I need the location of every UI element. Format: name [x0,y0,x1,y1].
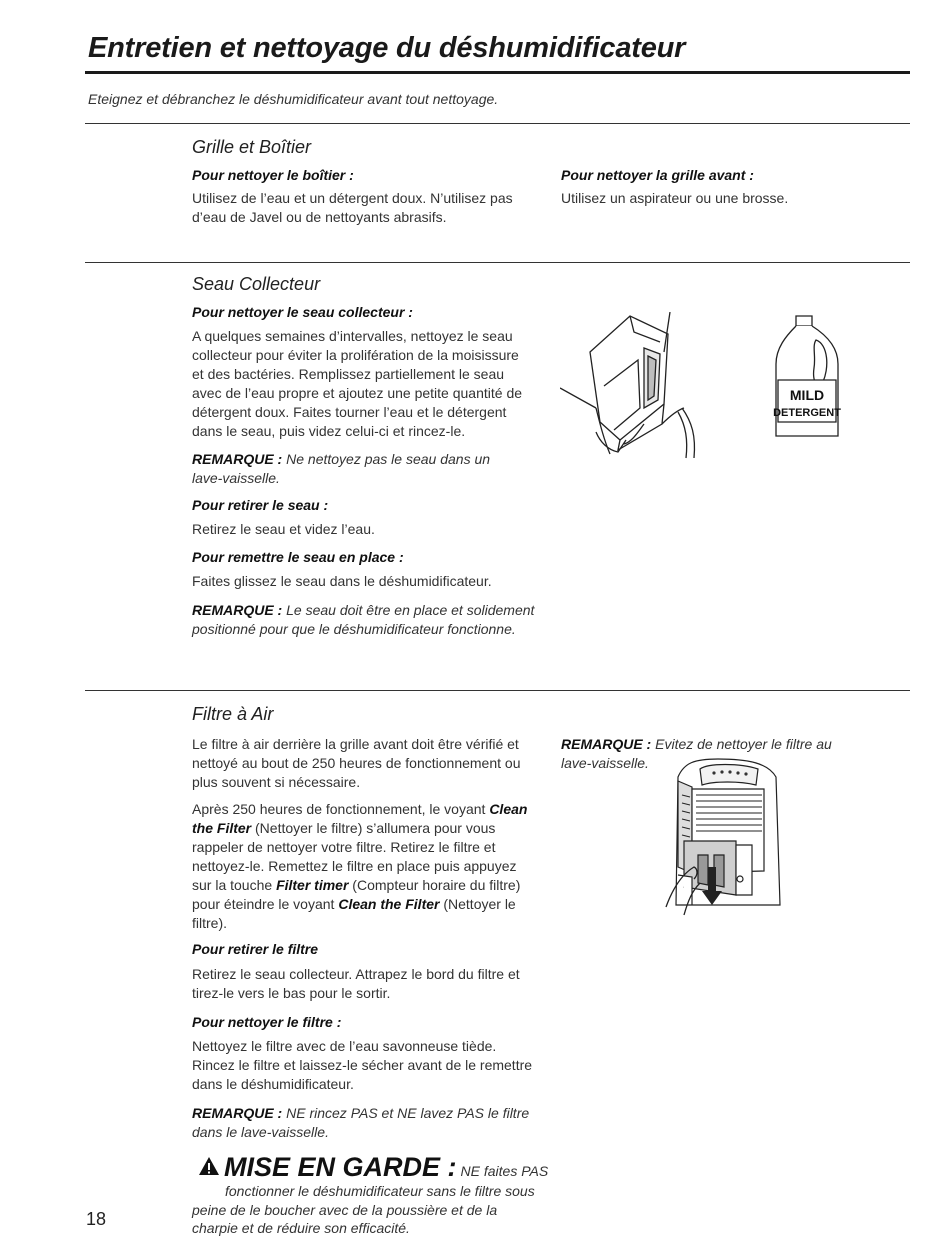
text-span: Après 250 heures de fonctionnement, le voyant [192,801,490,817]
text-line: rappeler de nettoyer votre filtre. Retirez le filtre et [192,839,496,855]
text-line: d’eau de Javel ou de nettoyants abrasifs. [192,209,447,225]
text-line: Le filtre à air derrière la grille avant doit être vérifié et [192,736,519,752]
bottle-label-mild: MILD [789,387,825,403]
note-text: lave-vaisselle. [192,470,280,486]
filtre-intro-text [192,735,520,792]
seau-subheading-replace: Pour remettre le seau en place : [192,549,404,565]
note-label: REMARQUE : [192,1105,283,1121]
title-rule [85,71,910,74]
note-label: REMARQUE : [561,736,652,752]
caution-text-line-2: peine de le boucher avec de la poussière et de la [192,1202,498,1218]
text-line: Rincez le filtre et laissez-le sécher avant de le remettre [192,1057,533,1073]
note-label: REMARQUE : [192,451,283,467]
seau-subheading-remove: Pour retirer le seau : [192,497,329,513]
clean-label: Clean [489,801,528,817]
section-divider [85,690,910,691]
section-divider [85,262,910,263]
seau-remove-text: Retirez le seau et videz l’eau. [192,521,375,537]
filtre-note [192,1104,529,1142]
seau-heading: Seau Collecteur [192,274,321,294]
seau-note-2 [192,601,534,639]
seau-subheading-clean: Pour nettoyer le seau collecteur : [192,304,413,320]
note-text: Ne nettoyez pas le seau dans un [286,451,491,467]
text-line: dans le seau, puis videz celui-ci et rincez-le. [192,423,466,439]
caution-text-line-3: charpie et de réduire son efficacité. [192,1220,410,1236]
text-line: nettoyez-le. Remettez le filtre en place puis appuyez [192,858,517,874]
section-divider [85,123,910,124]
text-line: Utilisez de l’eau et un détergent doux. N’utilisez pas [192,190,513,206]
caution-text-line-1: fonctionner le déshumidificateur sans le filtre sous [225,1183,535,1199]
grille-right-text: Utilisez un aspirateur ou une brosse. [561,190,789,206]
text-span: pour éteindre le voyant [192,896,339,912]
text-line: dans le déshumidificateur. [192,1076,354,1092]
page-title: Entretien et nettoyage du déshumidificateur [88,32,686,64]
note-text: NE rincez PAS et NE lavez PAS le filtre [286,1105,530,1121]
text-line: A quelques semaines d’intervalles, nettoyez le seau [192,328,513,344]
note-text: positionné pour que le déshumidificateur fonctionne. [192,621,516,637]
grille-heading: Grille et Boîtier [192,137,312,157]
dehumidifier-filter-illustration [664,755,788,917]
note-text: dans le lave-vaisselle. [192,1124,329,1140]
caution-heading [198,1152,548,1183]
filter-timer-label: Filter timer [276,877,349,893]
text-line: plus souvent si nécessaire. [192,774,361,790]
text-line: filtre). [192,915,227,931]
page-number: 18 [86,1209,107,1229]
seau-clean-text [192,327,522,441]
text-span: (Nettoyer le filtre) s’allumera pour vous [251,820,496,836]
text-line: détergent doux. Faites tourner l’eau et le détergent [192,404,507,420]
note-label: REMARQUE : [192,602,283,618]
clean-the-filter-label: Clean the Filter [338,896,440,912]
the-filter-label: the Filter [192,820,252,836]
caution-inline-text: NE faites PAS [460,1163,549,1179]
text-line: tirez-le vers le bas pour le sortir. [192,985,391,1001]
filtre-heading: Filtre à Air [192,704,274,724]
text-line: Nettoyez le filtre avec de l’eau savonneuse tiède. [192,1038,497,1054]
note-text: Evitez de nettoyer le filtre au [655,736,832,752]
filtre-indicator-text [192,800,527,933]
grille-right-subheading: Pour nettoyer la grille avant : [561,167,754,183]
filtre-subheading-clean: Pour nettoyer le filtre : [192,1014,342,1030]
filtre-clean-text [192,1037,532,1094]
bottle-label-detergent: DETERGENT [773,407,841,419]
text-span: sur la touche [192,877,277,893]
text-line: collecteur pour éviter la prolifération de la moisissure [192,347,519,363]
note-text: Le seau doit être en place et solidement [286,602,535,618]
grille-left-text [192,189,513,227]
caution-title: MISE EN GARDE : [224,1152,457,1182]
seau-replace-text: Faites glissez le seau dans le déshumidificateur. [192,573,492,589]
intro-text: Eteignez et débranchez le déshumidificateur avant tout nettoyage. [88,91,499,107]
text-line: Retirez le seau collecteur. Attrapez le bord du filtre et [192,966,520,982]
detergent-bottle-illustration [772,312,842,442]
text-line: avec de l’eau propre et ajoutez une petite quantité de [192,385,523,401]
text-span: (Compteur horaire du filtre) [348,877,521,893]
filtre-subheading-remove: Pour retirer le filtre [192,941,319,957]
warning-icon [198,1156,220,1176]
filtre-remove-text [192,965,520,1003]
bucket-emptying-illustration [560,312,720,464]
grille-left-subheading: Pour nettoyer le boîtier : [192,167,354,183]
note-text: lave-vaisselle. [561,755,649,771]
text-span: (Nettoyer le [439,896,516,912]
text-line: et des bactéries. Remplissez partiellement le seau [192,366,505,382]
text-line: nettoyé au bout de 250 heures de fonctionnement ou [192,755,521,771]
seau-note-1 [192,450,490,488]
